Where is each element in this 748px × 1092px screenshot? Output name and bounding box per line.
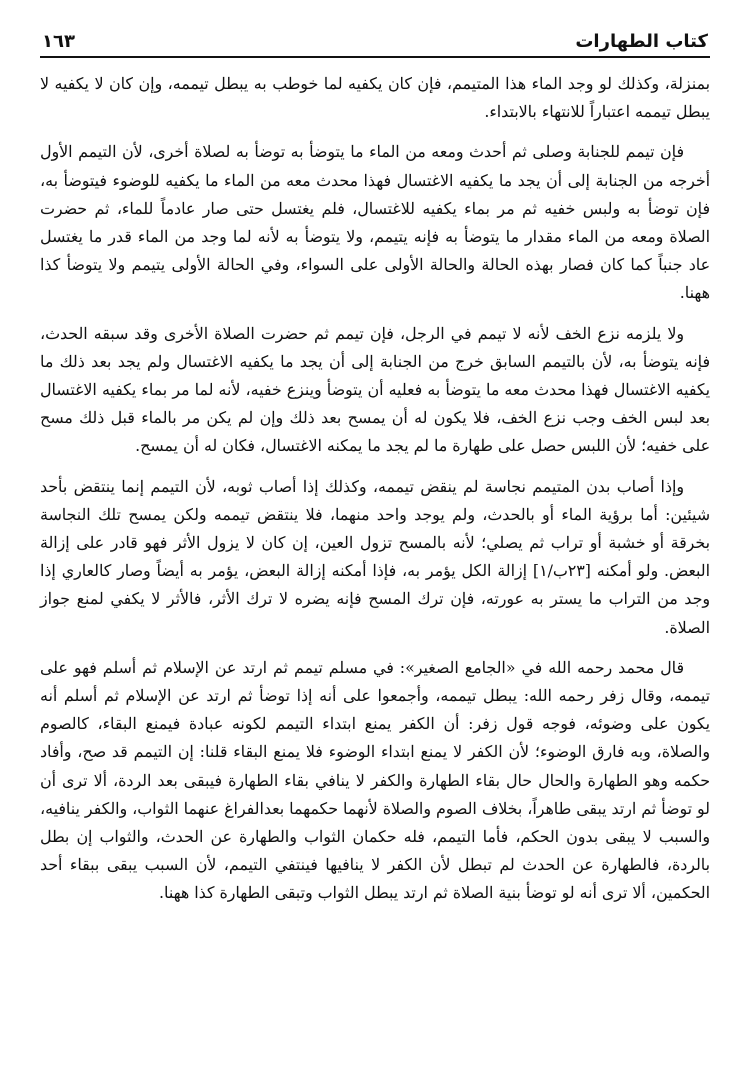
paragraph-1: بمنزلة، وكذلك لو وجد الماء هذا المتيمم، فإن كان يكفيه لما خوطب به يبطل تيممه، وإن كان لا يكفيه لا يبطل تيممه اعتباراً للانتهاء بالابتداء. [40,74,710,122]
page-header [40,18,710,58]
paragraph-3: ولا يلزمه نزع الخف لأنه لا تيمم في الرجل، فإن تيمم ثم حضرت الصلاة الأخرى وقد سبقه الحدث، فإنه يتوضأ به، لأن بالتيمم السابق خرج من الجنابة إلى أن يجد ما يكفيه الاغتسال ولم يجد بعد ذلك ما يكفيه الاغتسال فهذا محدث معه ما يتوضأ به فعليه أن يتوضأ وينزع خفيه، لأنه لما مر بماء يكفيه الاغتسال بعد لبس الخف وجب نزع الخف، فلا يكون له أن يمسح بعد ذلك وإن لم يكن مر بالماء قبل ذلك مسح على خفيه؛ لأن اللبس حصل على طهارة ما لم يجد ما يمكنه الاغتسال، فكان له أن يمسح. [40,323,710,456]
book-page [40,18,710,920]
paragraph-4: وإذا أصاب بدن المتيمم نجاسة لم ينقض تيممه، وكذلك إذا أصاب ثوبه، لأن التيمم إنما ينتقض بأحد شيئين: أما برؤية الماء أو بالحدث، ولم يوجد واحد منهما، فلا ينتقض تيممه ولكن يمسح تلك النجاسة بخرقة أو خشبة أو تراب ثم يصلي؛ لأنه بالمسح تزول العين، إن كان لا يزول الأثر فهو قادر على إزالة البعض. ولو أمكنه [٢٣ب/١] إزالة الكل يؤمر به، فإذا أمكنه إزالة البعض، يؤمر به أيضاً وصار كالعاري إذا وجد من التراب ما يستر به عورته، فإن ترك المسح فإنه يضره لا ترك الأثر، فالأثر لا يكفي لمنع جواز الصلاة. [40,476,710,637]
page-body [40,70,710,908]
paragraph-2: فإن تيمم للجنابة وصلى ثم أحدث ومعه من الماء ما يتوضأ به توضأ به لصلاة أخرى، لأن التيمم الأول أخرجه من الجنابة إلى أن يجد ما يكفيه الاغتسال فهذا محدث معه من الماء ما يكفيه للوضوء فيتوضأ به، فإن توضأ به ولبس خفيه ثم مر بماء يكفيه للاغتسال، فلم يغتسل حتى صار عادماً للماء، ثم حضرت الصلاة ومعه من الماء مقدار ما يتوضأ به فإنه يتيمم، ولا يتوضأ به لأنه لما وجد من الماء قدر ما يغتسل عاد جنباً كما كان فصار بهذه الحالة والحالة الأولى على السواء، وفي الحالة الأولى يتيمم ولا يتوضأ كذا ههنا. [40,142,710,303]
chapter-title: كتاب الطهارات [575,31,708,52]
page-number: ١٦٣ [42,31,75,52]
paragraph-5: قال محمد رحمه الله في «الجامع الصغير»: في مسلم تيمم ثم ارتد عن الإسلام ثم أسلم فهو على تيممه، وقال زفر رحمه الله: يبطل تيممه، وأجمعوا على أنه إذا توضأ ثم ارتد عن الإسلام ثم أسلم أنه يكون على وضوئه، فوجه قول زفر: أن الكفر يمنع ابتداء التيمم لكونه عبادة فيمنع البقاء، كالصوم والصلاة، وبه فارق الوضوء؛ لأن الكفر لا يمنع ابتداء الوضوء فلا يمنع البقاء قلنا: إن التيمم قد صح، وأفاد حكمه وهو الطهارة والحال حال بقاء الطهارة والكفر لا ينافي بقاء الطهارة فيبقى بعد الردة، ألا ترى أن لو توضأ ثم ارتد يبقى طاهراً، بخلاف الصوم والصلاة لأنهما حكمهما بعدالفراغ عنهما الثواب، والكفر ينافيه، والسبب لا يبقى بدون الحكم، فأما التيمم، فله حكمان الثواب والطهارة عن الحدث، والثواب إن بطل بالردة، فالطهارة عن الحدث لم تبطل لأن الكفر لا ينافيها فينتفي التيمم، لأن السبب يبقى ببقاء أحد الحكمين، ألا ترى أنه لو توضأ بنية الصلاة ثم ارتد يبطل الثواب وتبقى الطهارة كذا ههنا. [40,657,710,903]
